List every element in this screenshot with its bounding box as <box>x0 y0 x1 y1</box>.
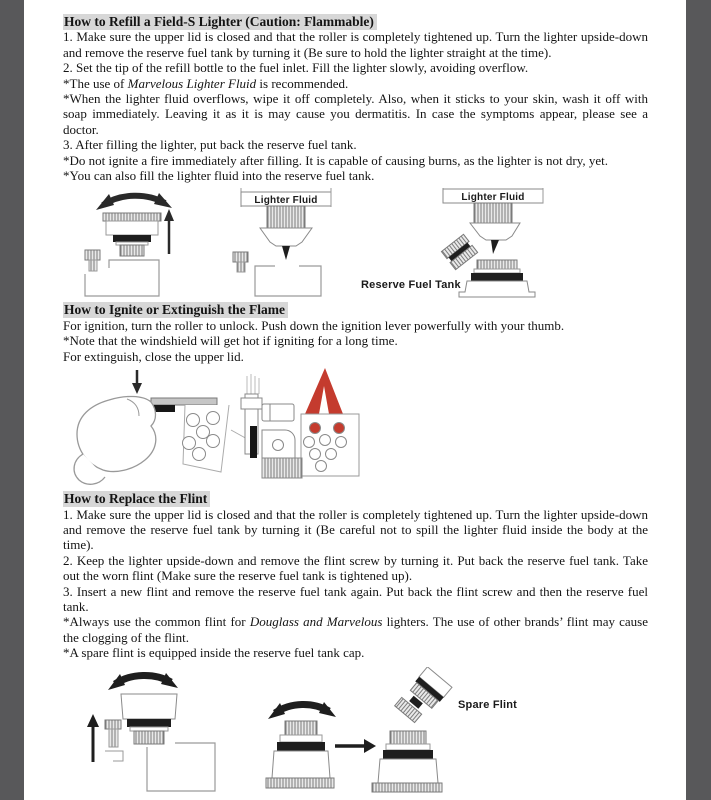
drawing-spare-flint-in-cap <box>372 667 452 792</box>
up-arrow-icon <box>87 714 99 727</box>
section-heading-refill <box>63 14 648 29</box>
right-arrow-icon <box>335 739 376 753</box>
removed-cap-drawing <box>441 235 477 270</box>
figure-refill-diagrams <box>63 188 648 298</box>
note-text: lighters. The use of other brands’ flint may cause the clogging of the flint. <box>63 614 649 645</box>
section-flint <box>63 491 648 660</box>
refill-note-ignite: *Do not ignite a fire immediately after filling. It is capable of causing burns, as the lighter is not dry, yet. <box>63 152 609 168</box>
refill-note-reserve: *You can also fill the lighter fluid into the reserve fuel tank. <box>63 168 375 184</box>
bottle-tip <box>282 246 290 260</box>
refill-step-1: 1. Make sure the upper lid is closed and that the roller is completely tightened up. Turn the lighter upside-down and remove the reserve fuel tank by turning it (Be sure to hold the lighter straight at the time). <box>63 29 648 60</box>
figure-ignite-diagrams <box>63 368 648 488</box>
ignite-illustration <box>63 368 648 488</box>
brand-name-italic: Marvelous Lighter Fluid <box>127 75 257 91</box>
label-lighter-fluid-1: Lighter Fluid <box>254 195 318 207</box>
drawing-remove-fuel-tank <box>85 193 174 296</box>
right-margin-strip <box>686 0 711 800</box>
flint-step-2: 2. Keep the lighter upside-down and remove the flint screw by turning it. Put back the reserve fuel tank. Take out the worn flint (Make sure the reserve fuel tank is tightened up). <box>63 552 648 584</box>
flint-step-1: 1. Make sure the upper lid is closed and that the roller is completely tightened up. Turn the lighter upside-down and remove the reserve fuel tank by turning it (Be careful not to spill the lighter fluid inside the body at the time). <box>63 506 648 553</box>
section-heading-ignite <box>63 302 648 317</box>
extinguish-instruction: For extinguish, close the upper lid. <box>63 348 244 364</box>
figure-flint-diagrams <box>63 667 648 795</box>
flint-illustration <box>63 667 648 795</box>
flint-note-spare: *A spare flint is equipped inside the reserve fuel tank cap. <box>63 645 365 661</box>
flame-shape <box>305 368 343 414</box>
label-reserve-fuel-tank: Reserve Fuel Tank <box>361 279 461 292</box>
section-refill <box>63 14 648 183</box>
drawing-press-ignition-lever <box>74 370 249 484</box>
refill-illustration <box>63 188 648 298</box>
refill-step-2: 2. Set the tip of the refill bottle to the fuel inlet. Fill the lighter slowly, avoiding overflow. <box>63 60 529 76</box>
rotate-arrow-icon <box>96 194 114 210</box>
ignite-note-windshield: *Note that the windshield will get hot if igniting for a long time. <box>63 333 398 349</box>
note-text: *Always use the common flint for <box>63 614 250 630</box>
heading-highlight: How to Refill a Field-S Lighter (Caution: Flammable) <box>63 14 377 30</box>
drawing-remove-tank-and-flint-screw <box>87 673 215 791</box>
flint-step-3: 3. Insert a new flint and remove the reserve fuel tank again. Put back the flint screw and then the reserve fuel tank. <box>63 583 648 614</box>
flint-note-brands <box>63 614 648 645</box>
drawing-lighter-flame <box>241 368 359 478</box>
brand-names-italic: Douglass and Marvelous <box>249 614 383 630</box>
section-ignite <box>63 302 648 364</box>
label-lighter-fluid-2: Lighter Fluid <box>461 192 525 204</box>
ignite-instruction: For ignition, turn the roller to unlock. Push down the ignition lever powerfully with your thumb. <box>63 317 565 333</box>
heading-highlight: How to Ignite or Extinguish the Flame <box>63 302 288 318</box>
tilted-cap-with-flint <box>395 667 452 726</box>
refill-step-3: 3. After filling the lighter, put back the reserve fuel tank. <box>63 137 357 153</box>
note-text: *The use of <box>63 75 128 91</box>
refill-note-overflow: *When the lighter fluid overflows, wipe it off completely. Also, when it sticks to your skin, wash it off with soap immediately. Leaving it as it is may cause you dermatitis. In case the symptoms appear, please see a doctor. <box>63 91 648 137</box>
section-heading-flint <box>63 491 648 506</box>
document-content <box>63 14 648 795</box>
left-margin-strip <box>0 0 24 800</box>
note-text: is recommended. <box>256 75 349 91</box>
down-arrow-icon <box>132 383 142 394</box>
up-arrow-icon <box>164 209 174 221</box>
drawing-unscrew-reserve-tank <box>266 702 336 788</box>
refill-note-fluid <box>63 76 648 91</box>
heading-highlight: How to Replace the Flint <box>63 491 210 507</box>
label-spare-flint: Spare Flint <box>458 698 518 711</box>
